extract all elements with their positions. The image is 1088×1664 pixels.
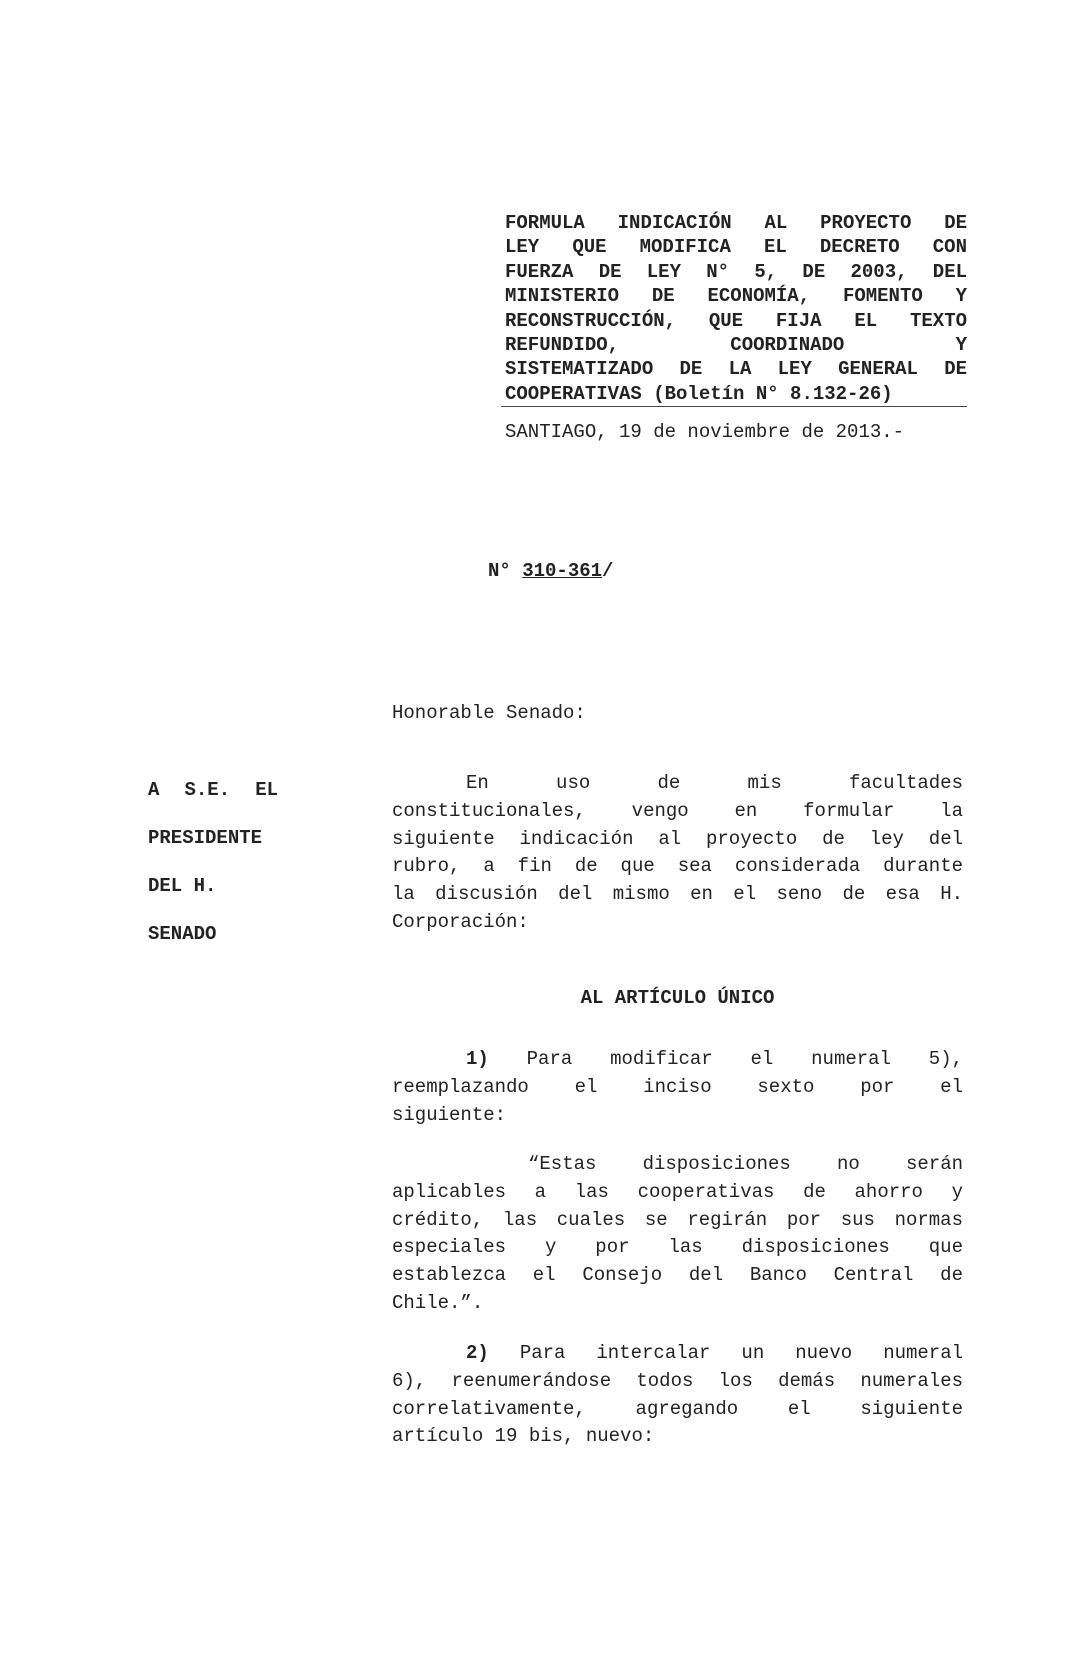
item-first-line-text: Para intercalar un nuevo numeral [519,1342,964,1364]
paragraph-line: reemplazando el inciso sexto por el [392,1075,963,1098]
document-number-suffix: / [602,560,614,582]
title-line: RECONSTRUCCIÓN, QUE FIJA EL TEXTO [505,309,967,332]
title-line: SISTEMATIZADO DE LA LEY GENERAL DE [505,358,967,381]
addressee-line: A S.E. EL [148,779,278,801]
item-first-line-text: Para modificar el numeral 5), [526,1048,963,1070]
item-number: 1) [466,1048,489,1070]
document-title [505,211,967,406]
paragraph-line: la discusión del mismo en el seno de esa H. [392,883,963,906]
title-line: MINISTERIO DE ECONOMÍA, FOMENTO Y [505,285,967,308]
paragraph-line: Corporación: [392,910,529,933]
title-line: FUERZA DE LEY N° 5, DE 2003, DEL [505,260,967,283]
document-number-value: 310-361 [522,560,603,582]
paragraph-line: artículo 19 bis, nuevo: [392,1425,655,1448]
addressee-line: PRESIDENTE [148,827,263,849]
addressee [148,778,278,970]
title-divider [501,406,967,407]
paragraph-line [392,1046,963,1074]
title-line: REFUNDIDO, COORDINADO Y [505,334,967,357]
quoted-text [392,1151,963,1318]
paragraph-line: En uso de mis facultades [466,772,963,794]
title-line: COOPERATIVAS (Boletín N° 8.132-26) [505,382,893,405]
document-number-prefix: N° [488,560,511,582]
item-number: 2) [466,1342,489,1364]
paragraph-line: aplicables a las cooperativas de ahorro y [392,1180,963,1203]
paragraph-line: rubro, a fin de que sea considerada durante [392,855,963,878]
addressee-line: DEL H. [148,875,217,897]
paragraph-line: correlativamente, agregando el siguiente [392,1397,963,1420]
salutation: Honorable Senado: [392,702,586,724]
date-line: SANTIAGO, 19 de noviembre de 2013.- [505,421,905,443]
item-2-paragraph [392,1340,963,1451]
document-number [488,560,613,582]
paragraph-line: crédito, las cuales se regirán por sus normas [392,1208,963,1231]
title-line: FORMULA INDICACIÓN AL PROYECTO DE [505,212,967,234]
paragraph-line: siguiente indicación al proyecto de ley del [392,827,963,850]
paragraph-line: siguiente: [392,1103,507,1126]
paragraph-line [392,1340,963,1368]
section-heading: AL ARTÍCULO ÚNICO [580,987,775,1009]
paragraph-line: 6), reenumerándose todos los demás numerales [392,1369,963,1392]
intro-paragraph [392,770,963,937]
paragraph-line: especiales y por las disposiciones que [392,1236,963,1259]
addressee-line: SENADO [148,923,217,945]
paragraph-line: Chile.”. [392,1291,484,1314]
paragraph-line: establezca el Consejo del Banco Central de [392,1264,963,1287]
paragraph-line: constitucionales, vengo en formular la [392,799,963,822]
item-1-paragraph [392,1046,963,1129]
title-line: LEY QUE MODIFICA EL DECRETO CON [505,236,967,259]
paragraph-line: “Estas disposiciones no serán [528,1153,963,1175]
